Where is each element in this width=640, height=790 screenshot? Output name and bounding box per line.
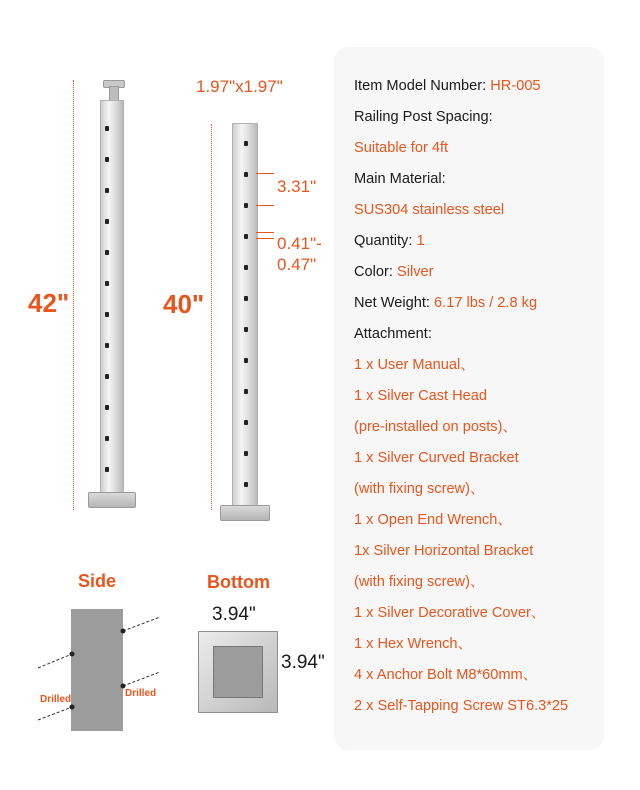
tall-post-dimension-line [73, 80, 74, 510]
hole-spacing-tick-top [256, 173, 274, 174]
spec-line [354, 387, 487, 405]
spec-value: 1 x Hex Wrench、 [354, 636, 473, 652]
spec-value: Silver [396, 264, 434, 280]
post-hole [105, 250, 109, 255]
spec-value: HR-005 [490, 78, 541, 94]
spec-value: 1 x User Manual、 [354, 357, 475, 373]
post-hole [244, 389, 248, 394]
post-hole [244, 234, 248, 239]
tall-post [100, 100, 124, 497]
spec-line [354, 356, 475, 374]
hole-gap-tick-bottom [256, 238, 274, 239]
spec-line [354, 108, 493, 126]
spec-label: Railing Post Spacing: [354, 109, 493, 125]
spec-label: Color: [354, 264, 397, 280]
post-hole [105, 157, 109, 162]
spec-line [354, 542, 533, 560]
post-hole [244, 482, 248, 487]
post-hole [244, 203, 248, 208]
hole-spacing-label: 3.31" [277, 177, 317, 196]
spec-label: Net Weight: [354, 295, 435, 311]
post-hole [105, 343, 109, 348]
post-hole [105, 405, 109, 410]
spec-line [354, 573, 485, 591]
spec-value: Suitable for 4ft [354, 140, 449, 156]
hole-spacing-tick-bottom [256, 205, 274, 206]
spec-line [354, 604, 545, 622]
post-hole [244, 172, 248, 177]
spec-value: 1 x Silver Decorative Cover、 [354, 605, 546, 621]
spec-value: 1 [416, 233, 425, 249]
post-hole [105, 312, 109, 317]
spec-line [354, 635, 472, 653]
hole-gap-label-line2: 0.47" [277, 255, 317, 274]
spec-line [354, 77, 541, 95]
bottom-view-title: Bottom [207, 572, 270, 592]
short-post-base-plate [220, 505, 270, 521]
tall-post-height-label: 42" [28, 288, 70, 318]
post-hole [105, 219, 109, 224]
spec-value: 1 x Silver Cast Head [354, 388, 488, 404]
spec-line [354, 697, 568, 715]
spec-line [354, 263, 433, 281]
spec-label: Attachment: [354, 326, 432, 342]
spec-value: 1x Silver Horizontal Bracket [354, 543, 534, 559]
short-post-dimension-line [211, 124, 212, 510]
spec-line [354, 666, 537, 684]
spec-value: 4 x Anchor Bolt M8*60mm、 [354, 667, 538, 683]
side-view-title: Side [78, 571, 117, 591]
post-hole [244, 141, 248, 146]
tall-post-base-plate [88, 492, 136, 508]
spec-label: Main Material: [354, 171, 446, 187]
spec-line [354, 449, 519, 467]
spec-line [354, 139, 448, 157]
spec-value: (with fixing screw)、 [354, 481, 485, 497]
post-hole [105, 436, 109, 441]
bottom-view-post-section [213, 646, 263, 698]
post-hole [244, 451, 248, 456]
base-width-label: 3.94" [212, 604, 256, 625]
post-hole [244, 358, 248, 363]
hole-gap-label-line1: 0.41"- [277, 234, 322, 253]
spec-line [354, 232, 425, 250]
spec-value: 2 x Self-Tapping Screw ST6.3*25 [354, 698, 569, 714]
bottom-view-base-plate [198, 631, 278, 713]
hole-gap-tick-top [256, 232, 274, 233]
post-hole [105, 126, 109, 131]
side-view-drill-lines [30, 600, 170, 740]
post-section-label: 1.97"x1.97" [196, 77, 283, 96]
short-post-height-label: 40" [163, 289, 205, 319]
post-hole [105, 188, 109, 193]
drilled-label-right: Drilled [125, 688, 157, 699]
post-hole [244, 296, 248, 301]
spec-line [354, 325, 432, 343]
spec-value: (with fixing screw)、 [354, 574, 485, 590]
spec-line [354, 294, 537, 312]
drilled-label-left: Drilled [40, 694, 72, 705]
post-hole [105, 281, 109, 286]
post-hole [105, 467, 109, 472]
spec-label: Quantity: [354, 233, 417, 249]
post-hole [244, 420, 248, 425]
spec-value: (pre-installed on posts)、 [354, 419, 518, 435]
post-hole [244, 327, 248, 332]
spec-value: 6.17 lbs / 2.8 kg [434, 295, 538, 311]
spec-line [354, 170, 446, 188]
base-depth-label: 3.94" [281, 652, 325, 673]
spec-value: 1 x Open End Wrench、 [354, 512, 512, 528]
spec-value: 1 x Silver Curved Bracket [354, 450, 519, 466]
spec-value: SUS304 stainless steel [354, 202, 505, 218]
tall-post-cast-head [99, 80, 127, 100]
spec-label: Item Model Number: [354, 78, 491, 94]
post-hole [105, 374, 109, 379]
spec-line [354, 418, 517, 436]
post-hole [244, 265, 248, 270]
spec-line [354, 511, 512, 529]
spec-line [354, 480, 485, 498]
spec-line [354, 201, 504, 219]
